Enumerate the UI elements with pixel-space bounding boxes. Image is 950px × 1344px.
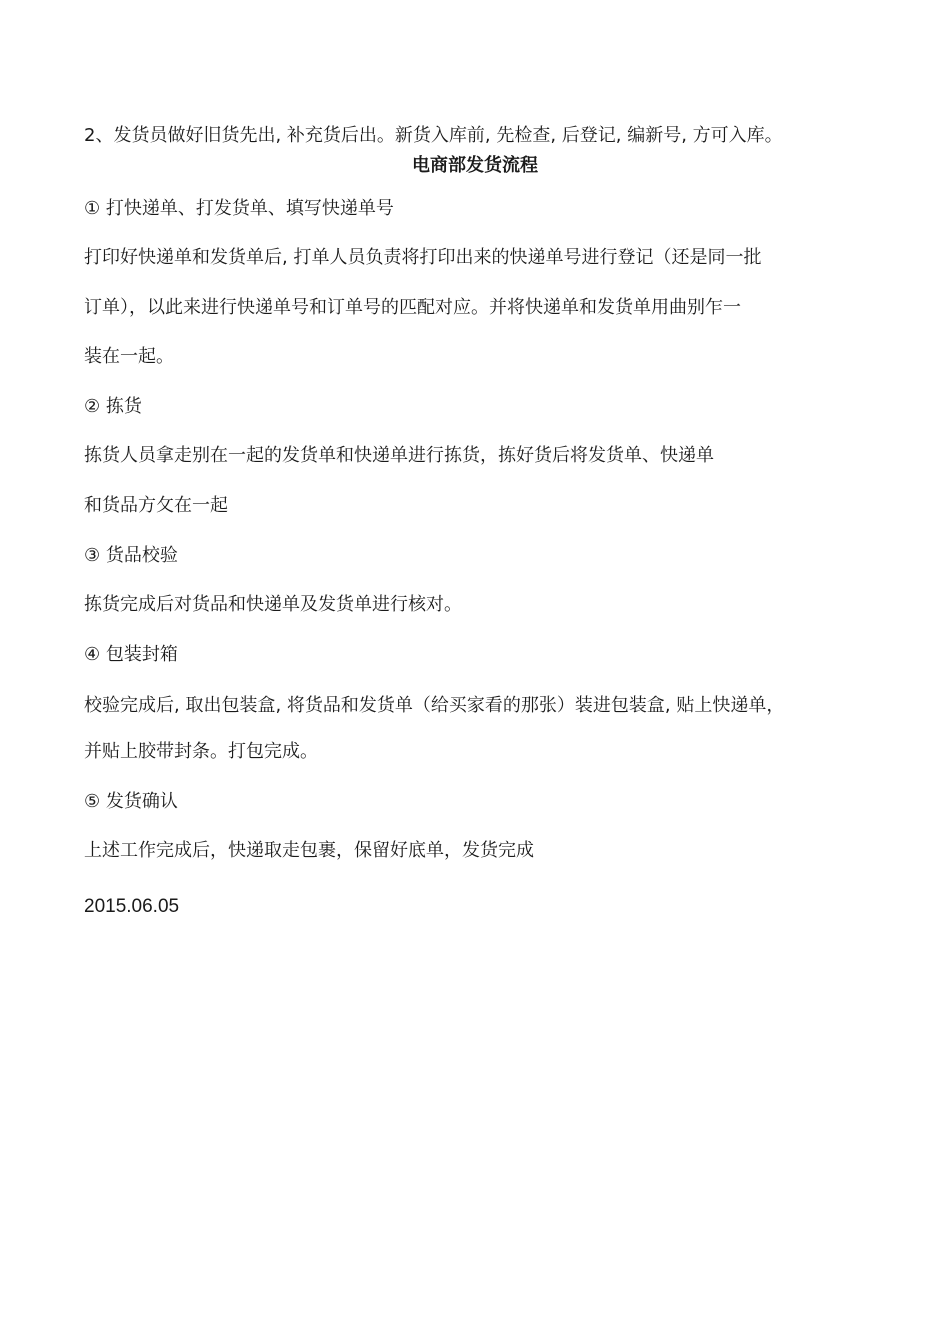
step-1-heading: ① 打快递单、打发货单、填写快递单号 — [84, 198, 394, 219]
intro-line: 2、发货员做好旧货先出, 补充货后出。新货入库前, 先检查, 后登记, 编新号, 方可入库。 — [84, 125, 783, 146]
step-3-heading: ③ 货品校验 — [84, 545, 178, 566]
step-2-body-line-2: 和货品方攵在一起 — [84, 495, 228, 516]
step-4-heading: ④ 包装封箱 — [84, 644, 178, 665]
step-1-body-line-3: 装在一起。 — [84, 346, 174, 367]
step-2-heading: ② 拣货 — [84, 396, 142, 417]
step-5-heading: ⑤ 发货确认 — [84, 791, 178, 812]
step-4-body-line-1: 校验完成后, 取出包装盒, 将货品和发货单（给买家看的那张）装进包装盒, 贴上快递单， — [84, 695, 785, 716]
step-2-body-line-1: 拣货人员拿走别在一起的发货单和快递单进行拣货，拣好货后将发货单、快递单 — [84, 445, 714, 466]
step-1-body-line-2: 订单），以此来进行快递单号和订单号的匹配对应。并将快递单和发货单用曲别乍一 — [84, 297, 741, 318]
step-1-body-line-1: 打印好快递单和发货单后, 打单人员负责将打印出来的快递单号进行登记（还是同一批 — [84, 247, 762, 268]
step-5-body-line-1: 上述工作完成后，快递取走包裹，保留好底单，发货完成 — [84, 840, 534, 861]
step-4-body-line-2: 并贴上胶带封条。打包完成。 — [84, 741, 318, 762]
document-date: 2015.06.05 — [84, 896, 180, 917]
document-title: 电商部发货流程 — [412, 155, 538, 176]
step-3-body-line-1: 拣货完成后对货品和快递单及发货单进行核对。 — [84, 594, 462, 615]
